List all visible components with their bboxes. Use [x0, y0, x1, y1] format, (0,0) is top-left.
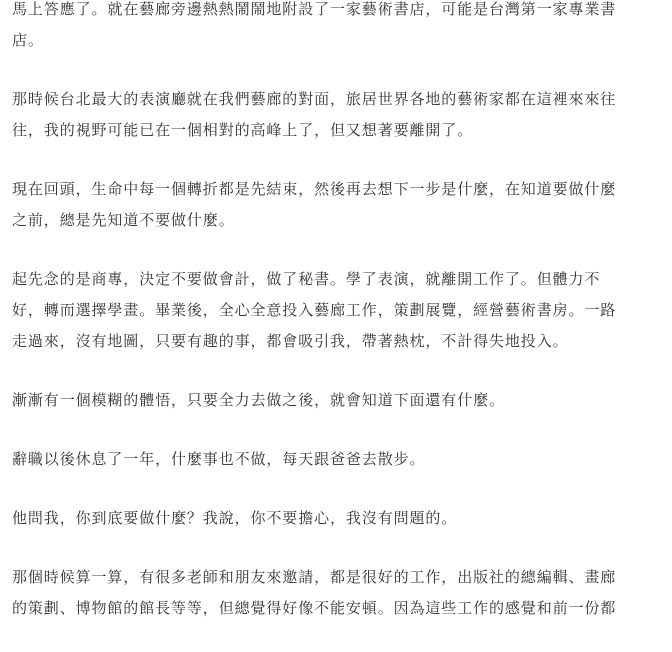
paragraph-8: [12, 562, 660, 624]
paragraph-line: 往，我的視野可能已在一個相對的高峰上了，但又想著要離開了。: [12, 121, 474, 139]
paragraph-line: 漸漸有一個模糊的體悟，只要全力去做之後，就會知道下面還有什麼。: [12, 391, 505, 409]
paragraph-2: [12, 84, 660, 146]
paragraph-5: [12, 385, 660, 416]
paragraph-3: [12, 174, 660, 236]
paragraph-line: 走過來，沒有地圖，只要有趣的事，都會吸引我，帶著熱枕，不計得失地投入。: [12, 332, 569, 350]
paragraph-line: 的策劃、博物館的館長等等，但總覺得好像不能安頓。因為這些工作的感覺和前一份都: [12, 599, 617, 617]
paragraph-line: 那時候台北最大的表演廳就在我們藝廊的對面，旅居世界各地的藝術家都在這裡來來往: [12, 90, 617, 108]
paragraph-line: 辭職以後休息了一年，什麼事也不做，每天跟爸爸去散步。: [12, 450, 426, 468]
paragraph-line: 現在回頭，生命中每一個轉折都是先結束，然後再去想下一步是什麼，在知道要做什麼: [12, 180, 617, 198]
paragraph-line: 店。: [12, 31, 44, 49]
paragraph-line: 起先念的是商專，決定不要做會計，做了秘書。學了表演，就離開工作了。但體力不: [12, 270, 601, 288]
paragraph-line: 好，轉而選擇學畫。畢業後，全心全意投入藝廊工作，策劃展覽，經營藝術書房。一路: [12, 301, 617, 319]
article-body: [12, 0, 660, 652]
paragraph-line: 馬上答應了。就在藝廊旁邊熱熱鬧鬧地附設了一家藝術書店，可能是台灣第一家專業書: [12, 0, 617, 18]
paragraph-line: 之前，總是先知道不要做什麼。: [12, 211, 235, 229]
paragraph-line: 那個時候算一算，有很多老師和朋友來邀請，都是很好的工作，出版社的總編輯、畫廊: [12, 568, 617, 586]
paragraph-6: [12, 444, 660, 475]
paragraph-4: [12, 264, 660, 357]
paragraph-line: 他問我，你到底要做什麼？我說，你不要擔心，我沒有問題的。: [12, 509, 458, 527]
paragraph-7: [12, 503, 660, 534]
paragraph-1: [12, 0, 660, 56]
